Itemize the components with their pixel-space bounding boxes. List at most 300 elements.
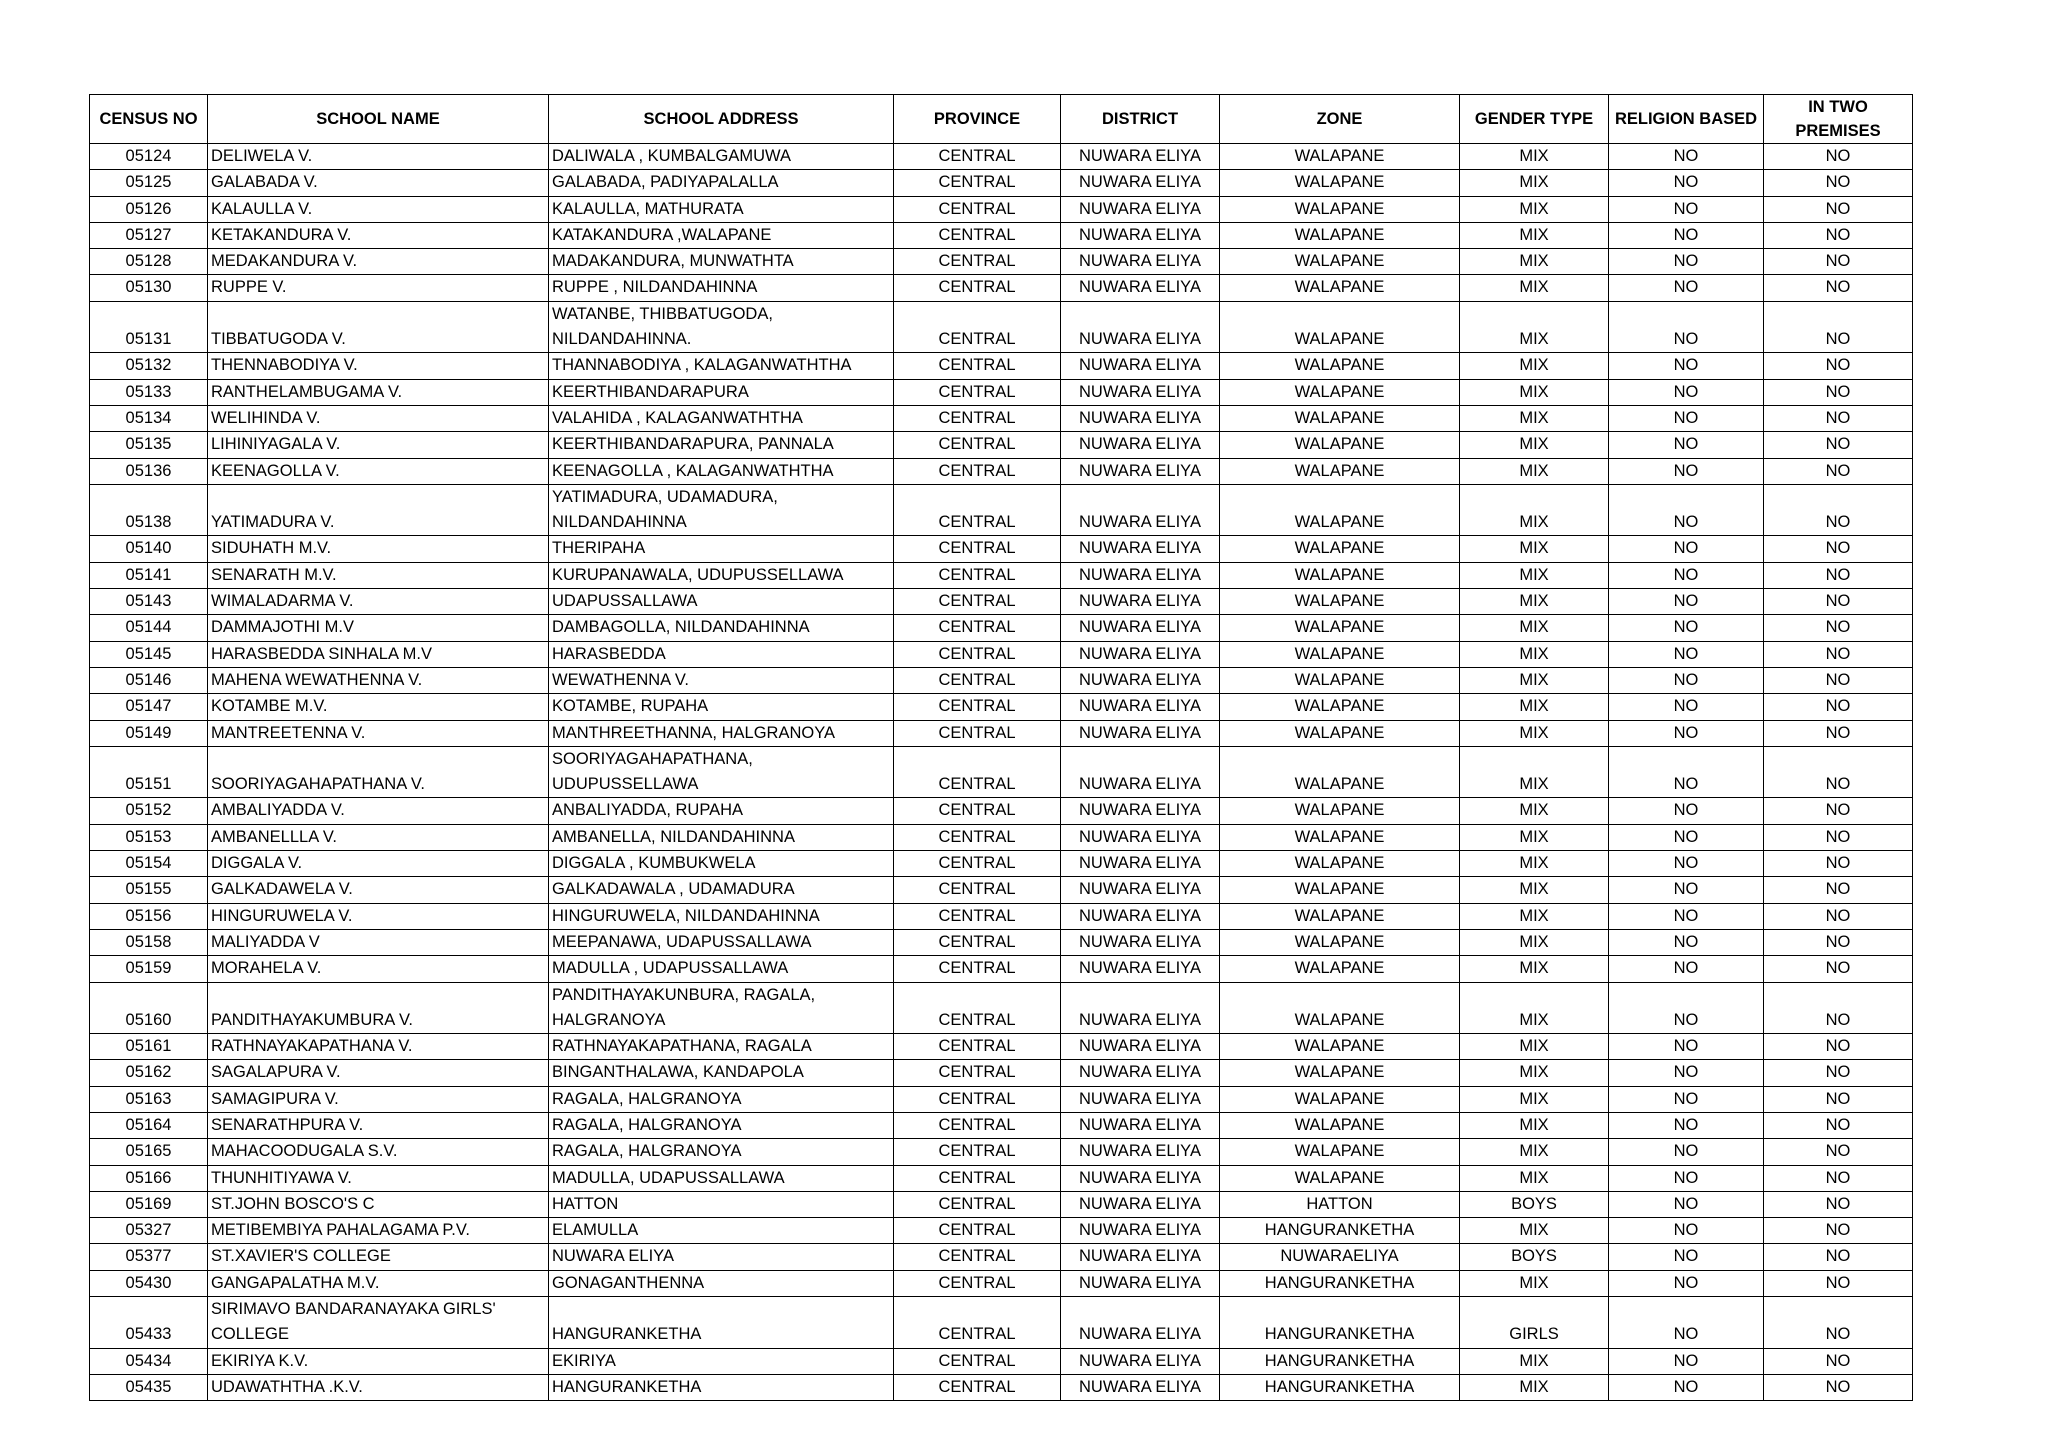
cell-province: CENTRAL [894,1244,1061,1270]
cell-province: CENTRAL [894,929,1061,955]
table-row [90,1165,1913,1191]
cell-religion-based: NO [1609,824,1764,850]
cell-in-two-premises: NO [1764,379,1913,405]
cell-in-two-premises: NO [1764,405,1913,431]
cell-census-no: 05434 [90,1348,208,1374]
cell-religion-based: NO [1609,144,1764,170]
cell-zone: NUWARAELIYA [1220,1244,1460,1270]
cell-school-name: MEDAKANDURA V. [208,249,549,275]
cell-province: CENTRAL [894,982,1061,1034]
table-row [90,798,1913,824]
cell-in-two-premises: NO [1764,1297,1913,1349]
cell-school-address: GALKADAWALA , UDAMADURA [549,877,894,903]
cell-gender-type: MIX [1460,536,1609,562]
cell-zone: WALAPANE [1220,982,1460,1034]
cell-school-name: UDAWATHTHA .K.V. [208,1374,549,1400]
cell-zone: WALAPANE [1220,144,1460,170]
cell-district: NUWARA ELIYA [1061,275,1220,301]
cell-census-no: 05161 [90,1034,208,1060]
cell-school-name: SOORIYAGAHAPATHANA V. [208,746,549,798]
cell-province: CENTRAL [894,956,1061,982]
cell-gender-type: BOYS [1460,1244,1609,1270]
cell-census-no: 05154 [90,851,208,877]
cell-school-address: GALABADA, PADIYAPALALLA [549,170,894,196]
cell-district: NUWARA ELIYA [1061,1270,1220,1296]
cell-religion-based: NO [1609,249,1764,275]
cell-gender-type: MIX [1460,1086,1609,1112]
cell-census-no: 05124 [90,144,208,170]
cell-census-no: 05136 [90,458,208,484]
cell-gender-type: MIX [1460,824,1609,850]
cell-school-name: SENARATHPURA V. [208,1112,549,1138]
table-row [90,720,1913,746]
cell-zone: WALAPANE [1220,405,1460,431]
cell-census-no: 05145 [90,641,208,667]
cell-census-no: 05160 [90,982,208,1034]
cell-religion-based: NO [1609,275,1764,301]
header-religion-based: RELIGION BASED [1609,95,1764,144]
cell-census-no: 05155 [90,877,208,903]
cell-gender-type: MIX [1460,1218,1609,1244]
cell-zone: WALAPANE [1220,1112,1460,1138]
cell-census-no: 05377 [90,1244,208,1270]
cell-gender-type: MIX [1460,353,1609,379]
cell-school-address: MADAKANDURA, MUNWATHTA [549,249,894,275]
cell-school-address: KATAKANDURA ,WALAPANE [549,222,894,248]
cell-district: NUWARA ELIYA [1061,667,1220,693]
cell-school-name: MAHACOODUGALA S.V. [208,1139,549,1165]
cell-school-name: SIRIMAVO BANDARANAYAKA GIRLS' COLLEGE [208,1297,549,1349]
cell-school-name: HINGURUWELA V. [208,903,549,929]
cell-in-two-premises: NO [1764,1060,1913,1086]
cell-district: NUWARA ELIYA [1061,824,1220,850]
cell-gender-type: MIX [1460,1374,1609,1400]
table-row [90,301,1913,353]
cell-census-no: 05151 [90,746,208,798]
cell-school-name: SAMAGIPURA V. [208,1086,549,1112]
cell-religion-based: NO [1609,432,1764,458]
cell-school-name: AMBALIYADDA V. [208,798,549,824]
cell-census-no: 05153 [90,824,208,850]
cell-district: NUWARA ELIYA [1061,379,1220,405]
cell-school-address: DAMBAGOLLA, NILDANDAHINNA [549,615,894,641]
table-row [90,982,1913,1034]
cell-gender-type: MIX [1460,484,1609,536]
table-row [90,275,1913,301]
cell-school-name: METIBEMBIYA PAHALAGAMA P.V. [208,1218,549,1244]
cell-census-no: 05152 [90,798,208,824]
cell-census-no: 05146 [90,667,208,693]
cell-census-no: 05156 [90,903,208,929]
cell-zone: WALAPANE [1220,458,1460,484]
cell-gender-type: MIX [1460,798,1609,824]
table-body [90,144,1913,1401]
cell-zone: WALAPANE [1220,956,1460,982]
header-gender-type: GENDER TYPE [1460,95,1609,144]
cell-district: NUWARA ELIYA [1061,956,1220,982]
table-row [90,432,1913,458]
cell-zone: WALAPANE [1220,249,1460,275]
cell-province: CENTRAL [894,1086,1061,1112]
cell-school-address: KALAULLA, MATHURATA [549,196,894,222]
cell-school-address: HANGURANKETHA [549,1374,894,1400]
table-row [90,667,1913,693]
cell-religion-based: NO [1609,851,1764,877]
cell-province: CENTRAL [894,824,1061,850]
cell-in-two-premises: NO [1764,667,1913,693]
cell-district: NUWARA ELIYA [1061,1348,1220,1374]
cell-in-two-premises: NO [1764,929,1913,955]
cell-province: CENTRAL [894,694,1061,720]
cell-in-two-premises: NO [1764,1270,1913,1296]
cell-in-two-premises: NO [1764,615,1913,641]
cell-school-name: MORAHELA V. [208,956,549,982]
cell-school-name: KOTAMBE M.V. [208,694,549,720]
cell-district: NUWARA ELIYA [1061,1034,1220,1060]
cell-province: CENTRAL [894,667,1061,693]
cell-zone: HANGURANKETHA [1220,1297,1460,1349]
cell-province: CENTRAL [894,484,1061,536]
cell-school-name: GALABADA V. [208,170,549,196]
cell-school-address: DIGGALA , KUMBUKWELA [549,851,894,877]
cell-school-address: THERIPAHA [549,536,894,562]
cell-zone: WALAPANE [1220,720,1460,746]
table-row [90,641,1913,667]
cell-school-name: HARASBEDDA SINHALA M.V [208,641,549,667]
cell-religion-based: NO [1609,301,1764,353]
cell-district: NUWARA ELIYA [1061,1374,1220,1400]
cell-school-address: WATANBE, THIBBATUGODA, NILDANDAHINNA. [549,301,894,353]
cell-school-name: EKIRIYA K.V. [208,1348,549,1374]
cell-religion-based: NO [1609,589,1764,615]
cell-zone: WALAPANE [1220,1060,1460,1086]
cell-census-no: 05144 [90,615,208,641]
cell-zone: WALAPANE [1220,196,1460,222]
cell-in-two-premises: NO [1764,824,1913,850]
cell-religion-based: NO [1609,353,1764,379]
table-row [90,851,1913,877]
cell-in-two-premises: NO [1764,484,1913,536]
cell-gender-type: MIX [1460,1165,1609,1191]
cell-gender-type: MIX [1460,249,1609,275]
cell-province: CENTRAL [894,1348,1061,1374]
table-row [90,249,1913,275]
cell-school-address: YATIMADURA, UDAMADURA, NILDANDAHINNA [549,484,894,536]
cell-province: CENTRAL [894,196,1061,222]
cell-census-no: 05166 [90,1165,208,1191]
cell-province: CENTRAL [894,1139,1061,1165]
cell-religion-based: NO [1609,222,1764,248]
cell-gender-type: MIX [1460,877,1609,903]
cell-religion-based: NO [1609,720,1764,746]
cell-province: CENTRAL [894,720,1061,746]
cell-in-two-premises: NO [1764,1244,1913,1270]
table-row [90,536,1913,562]
cell-census-no: 05158 [90,929,208,955]
cell-in-two-premises: NO [1764,851,1913,877]
cell-zone: WALAPANE [1220,170,1460,196]
table-row [90,484,1913,536]
cell-province: CENTRAL [894,1297,1061,1349]
cell-zone: HANGURANKETHA [1220,1218,1460,1244]
cell-in-two-premises: NO [1764,1034,1913,1060]
cell-religion-based: NO [1609,536,1764,562]
table-row [90,562,1913,588]
cell-province: CENTRAL [894,1270,1061,1296]
cell-school-name: SIDUHATH M.V. [208,536,549,562]
cell-district: NUWARA ELIYA [1061,1218,1220,1244]
cell-in-two-premises: NO [1764,798,1913,824]
cell-in-two-premises: NO [1764,720,1913,746]
cell-religion-based: NO [1609,1244,1764,1270]
cell-province: CENTRAL [894,144,1061,170]
cell-gender-type: MIX [1460,379,1609,405]
cell-school-address: HANGURANKETHA [549,1297,894,1349]
cell-zone: WALAPANE [1220,903,1460,929]
cell-zone: WALAPANE [1220,746,1460,798]
cell-zone: HANGURANKETHA [1220,1374,1460,1400]
cell-province: CENTRAL [894,615,1061,641]
cell-school-address: ANBALIYADDA, RUPAHA [549,798,894,824]
cell-school-address: THANNABODIYA , KALAGANWATHTHA [549,353,894,379]
table-row [90,405,1913,431]
cell-gender-type: MIX [1460,458,1609,484]
cell-religion-based: NO [1609,615,1764,641]
cell-district: NUWARA ELIYA [1061,170,1220,196]
cell-zone: HATTON [1220,1191,1460,1217]
cell-district: NUWARA ELIYA [1061,1191,1220,1217]
cell-zone: WALAPANE [1220,484,1460,536]
cell-in-two-premises: NO [1764,1218,1913,1244]
cell-religion-based: NO [1609,170,1764,196]
cell-school-address: PANDITHAYAKUNBURA, RAGALA, HALGRANOYA [549,982,894,1034]
cell-in-two-premises: NO [1764,982,1913,1034]
cell-in-two-premises: NO [1764,562,1913,588]
cell-religion-based: NO [1609,641,1764,667]
cell-district: NUWARA ELIYA [1061,484,1220,536]
cell-census-no: 05135 [90,432,208,458]
cell-school-address: RAGALA, HALGRANOYA [549,1112,894,1138]
header-census-no: CENSUS NO [90,95,208,144]
header-school-address: SCHOOL ADDRESS [549,95,894,144]
cell-gender-type: MIX [1460,929,1609,955]
cell-district: NUWARA ELIYA [1061,196,1220,222]
table-row [90,1244,1913,1270]
cell-school-name: DAMMAJOTHI M.V [208,615,549,641]
cell-zone: WALAPANE [1220,589,1460,615]
table-row [90,929,1913,955]
cell-gender-type: BOYS [1460,1191,1609,1217]
cell-in-two-premises: NO [1764,956,1913,982]
cell-district: NUWARA ELIYA [1061,1139,1220,1165]
cell-province: CENTRAL [894,432,1061,458]
cell-in-two-premises: NO [1764,536,1913,562]
table-row [90,353,1913,379]
cell-school-address: KEERTHIBANDARAPURA, PANNALA [549,432,894,458]
cell-school-name: GALKADAWELA V. [208,877,549,903]
cell-province: CENTRAL [894,379,1061,405]
cell-gender-type: MIX [1460,1034,1609,1060]
table-row [90,1218,1913,1244]
cell-in-two-premises: NO [1764,1086,1913,1112]
cell-school-name: RATHNAYAKAPATHANA V. [208,1034,549,1060]
table-row [90,746,1913,798]
cell-district: NUWARA ELIYA [1061,982,1220,1034]
cell-district: NUWARA ELIYA [1061,1165,1220,1191]
cell-census-no: 05125 [90,170,208,196]
cell-school-name: MALIYADDA V [208,929,549,955]
table-row [90,615,1913,641]
cell-religion-based: NO [1609,1297,1764,1349]
cell-district: NUWARA ELIYA [1061,746,1220,798]
cell-school-name: SAGALAPURA V. [208,1060,549,1086]
cell-gender-type: MIX [1460,562,1609,588]
cell-census-no: 05327 [90,1218,208,1244]
cell-school-name: WELIHINDA V. [208,405,549,431]
table-row [90,1348,1913,1374]
cell-religion-based: NO [1609,1191,1764,1217]
table-header [90,95,1913,144]
cell-school-name: LIHINIYAGALA V. [208,432,549,458]
cell-gender-type: MIX [1460,1348,1609,1374]
cell-religion-based: NO [1609,405,1764,431]
cell-school-address: HATTON [549,1191,894,1217]
cell-school-address: MANTHREETHANNA, HALGRANOYA [549,720,894,746]
table-row [90,1297,1913,1349]
cell-census-no: 05163 [90,1086,208,1112]
cell-school-address: MADULLA, UDAPUSSALLAWA [549,1165,894,1191]
table-row [90,379,1913,405]
cell-district: NUWARA ELIYA [1061,405,1220,431]
cell-district: NUWARA ELIYA [1061,641,1220,667]
table-row [90,1060,1913,1086]
cell-zone: WALAPANE [1220,615,1460,641]
table-row [90,1034,1913,1060]
cell-religion-based: NO [1609,1374,1764,1400]
cell-province: CENTRAL [894,301,1061,353]
cell-religion-based: NO [1609,196,1764,222]
cell-province: CENTRAL [894,589,1061,615]
cell-religion-based: NO [1609,1112,1764,1138]
table-row [90,458,1913,484]
cell-school-name: YATIMADURA V. [208,484,549,536]
cell-gender-type: MIX [1460,851,1609,877]
cell-in-two-premises: NO [1764,1374,1913,1400]
cell-religion-based: NO [1609,1034,1764,1060]
cell-census-no: 05435 [90,1374,208,1400]
table-row [90,1086,1913,1112]
cell-province: CENTRAL [894,1034,1061,1060]
cell-district: NUWARA ELIYA [1061,851,1220,877]
table-row [90,170,1913,196]
cell-school-address: MEEPANAWA, UDAPUSSALLAWA [549,929,894,955]
cell-gender-type: MIX [1460,982,1609,1034]
cell-district: NUWARA ELIYA [1061,432,1220,458]
cell-zone: WALAPANE [1220,1086,1460,1112]
cell-school-address: RAGALA, HALGRANOYA [549,1139,894,1165]
cell-census-no: 05132 [90,353,208,379]
cell-in-two-premises: NO [1764,903,1913,929]
cell-province: CENTRAL [894,1165,1061,1191]
cell-zone: WALAPANE [1220,379,1460,405]
cell-school-address: KEENAGOLLA , KALAGANWATHTHA [549,458,894,484]
cell-district: NUWARA ELIYA [1061,589,1220,615]
cell-province: CENTRAL [894,249,1061,275]
cell-province: CENTRAL [894,458,1061,484]
cell-school-name: GANGAPALATHA M.V. [208,1270,549,1296]
cell-religion-based: NO [1609,458,1764,484]
cell-school-name: AMBANELLLA V. [208,824,549,850]
cell-zone: WALAPANE [1220,275,1460,301]
cell-district: NUWARA ELIYA [1061,694,1220,720]
cell-district: NUWARA ELIYA [1061,903,1220,929]
cell-religion-based: NO [1609,1086,1764,1112]
cell-in-two-premises: NO [1764,301,1913,353]
cell-province: CENTRAL [894,536,1061,562]
cell-religion-based: NO [1609,562,1764,588]
cell-religion-based: NO [1609,956,1764,982]
cell-in-two-premises: NO [1764,746,1913,798]
cell-gender-type: MIX [1460,615,1609,641]
cell-religion-based: NO [1609,798,1764,824]
cell-religion-based: NO [1609,1165,1764,1191]
cell-school-address: EKIRIYA [549,1348,894,1374]
cell-district: NUWARA ELIYA [1061,1060,1220,1086]
table-row [90,824,1913,850]
cell-zone: WALAPANE [1220,536,1460,562]
cell-gender-type: MIX [1460,170,1609,196]
cell-province: CENTRAL [894,1191,1061,1217]
cell-zone: WALAPANE [1220,432,1460,458]
cell-religion-based: NO [1609,484,1764,536]
cell-zone: WALAPANE [1220,562,1460,588]
cell-zone: WALAPANE [1220,851,1460,877]
cell-religion-based: NO [1609,1218,1764,1244]
cell-zone: WALAPANE [1220,798,1460,824]
table-row [90,694,1913,720]
table-row [90,144,1913,170]
cell-province: CENTRAL [894,170,1061,196]
cell-district: NUWARA ELIYA [1061,458,1220,484]
cell-religion-based: NO [1609,694,1764,720]
cell-religion-based: NO [1609,1348,1764,1374]
cell-census-no: 05141 [90,562,208,588]
cell-zone: WALAPANE [1220,1034,1460,1060]
cell-census-no: 05430 [90,1270,208,1296]
cell-gender-type: MIX [1460,694,1609,720]
cell-school-address: HARASBEDDA [549,641,894,667]
cell-in-two-premises: NO [1764,589,1913,615]
cell-school-name: KETAKANDURA V. [208,222,549,248]
cell-zone: WALAPANE [1220,1165,1460,1191]
cell-in-two-premises: NO [1764,196,1913,222]
header-district: DISTRICT [1061,95,1220,144]
cell-district: NUWARA ELIYA [1061,615,1220,641]
cell-in-two-premises: NO [1764,222,1913,248]
cell-school-name: TIBBATUGODA V. [208,301,549,353]
cell-school-address: DALIWALA , KUMBALGAMUWA [549,144,894,170]
cell-census-no: 05134 [90,405,208,431]
cell-school-address: ELAMULLA [549,1218,894,1244]
cell-gender-type: MIX [1460,956,1609,982]
cell-province: CENTRAL [894,746,1061,798]
cell-school-name: THUNHITIYAWA V. [208,1165,549,1191]
cell-province: CENTRAL [894,1374,1061,1400]
cell-school-name: DELIWELA V. [208,144,549,170]
cell-in-two-premises: NO [1764,275,1913,301]
header-in-two-premises: IN TWO PREMISES [1764,95,1913,144]
cell-in-two-premises: NO [1764,1165,1913,1191]
